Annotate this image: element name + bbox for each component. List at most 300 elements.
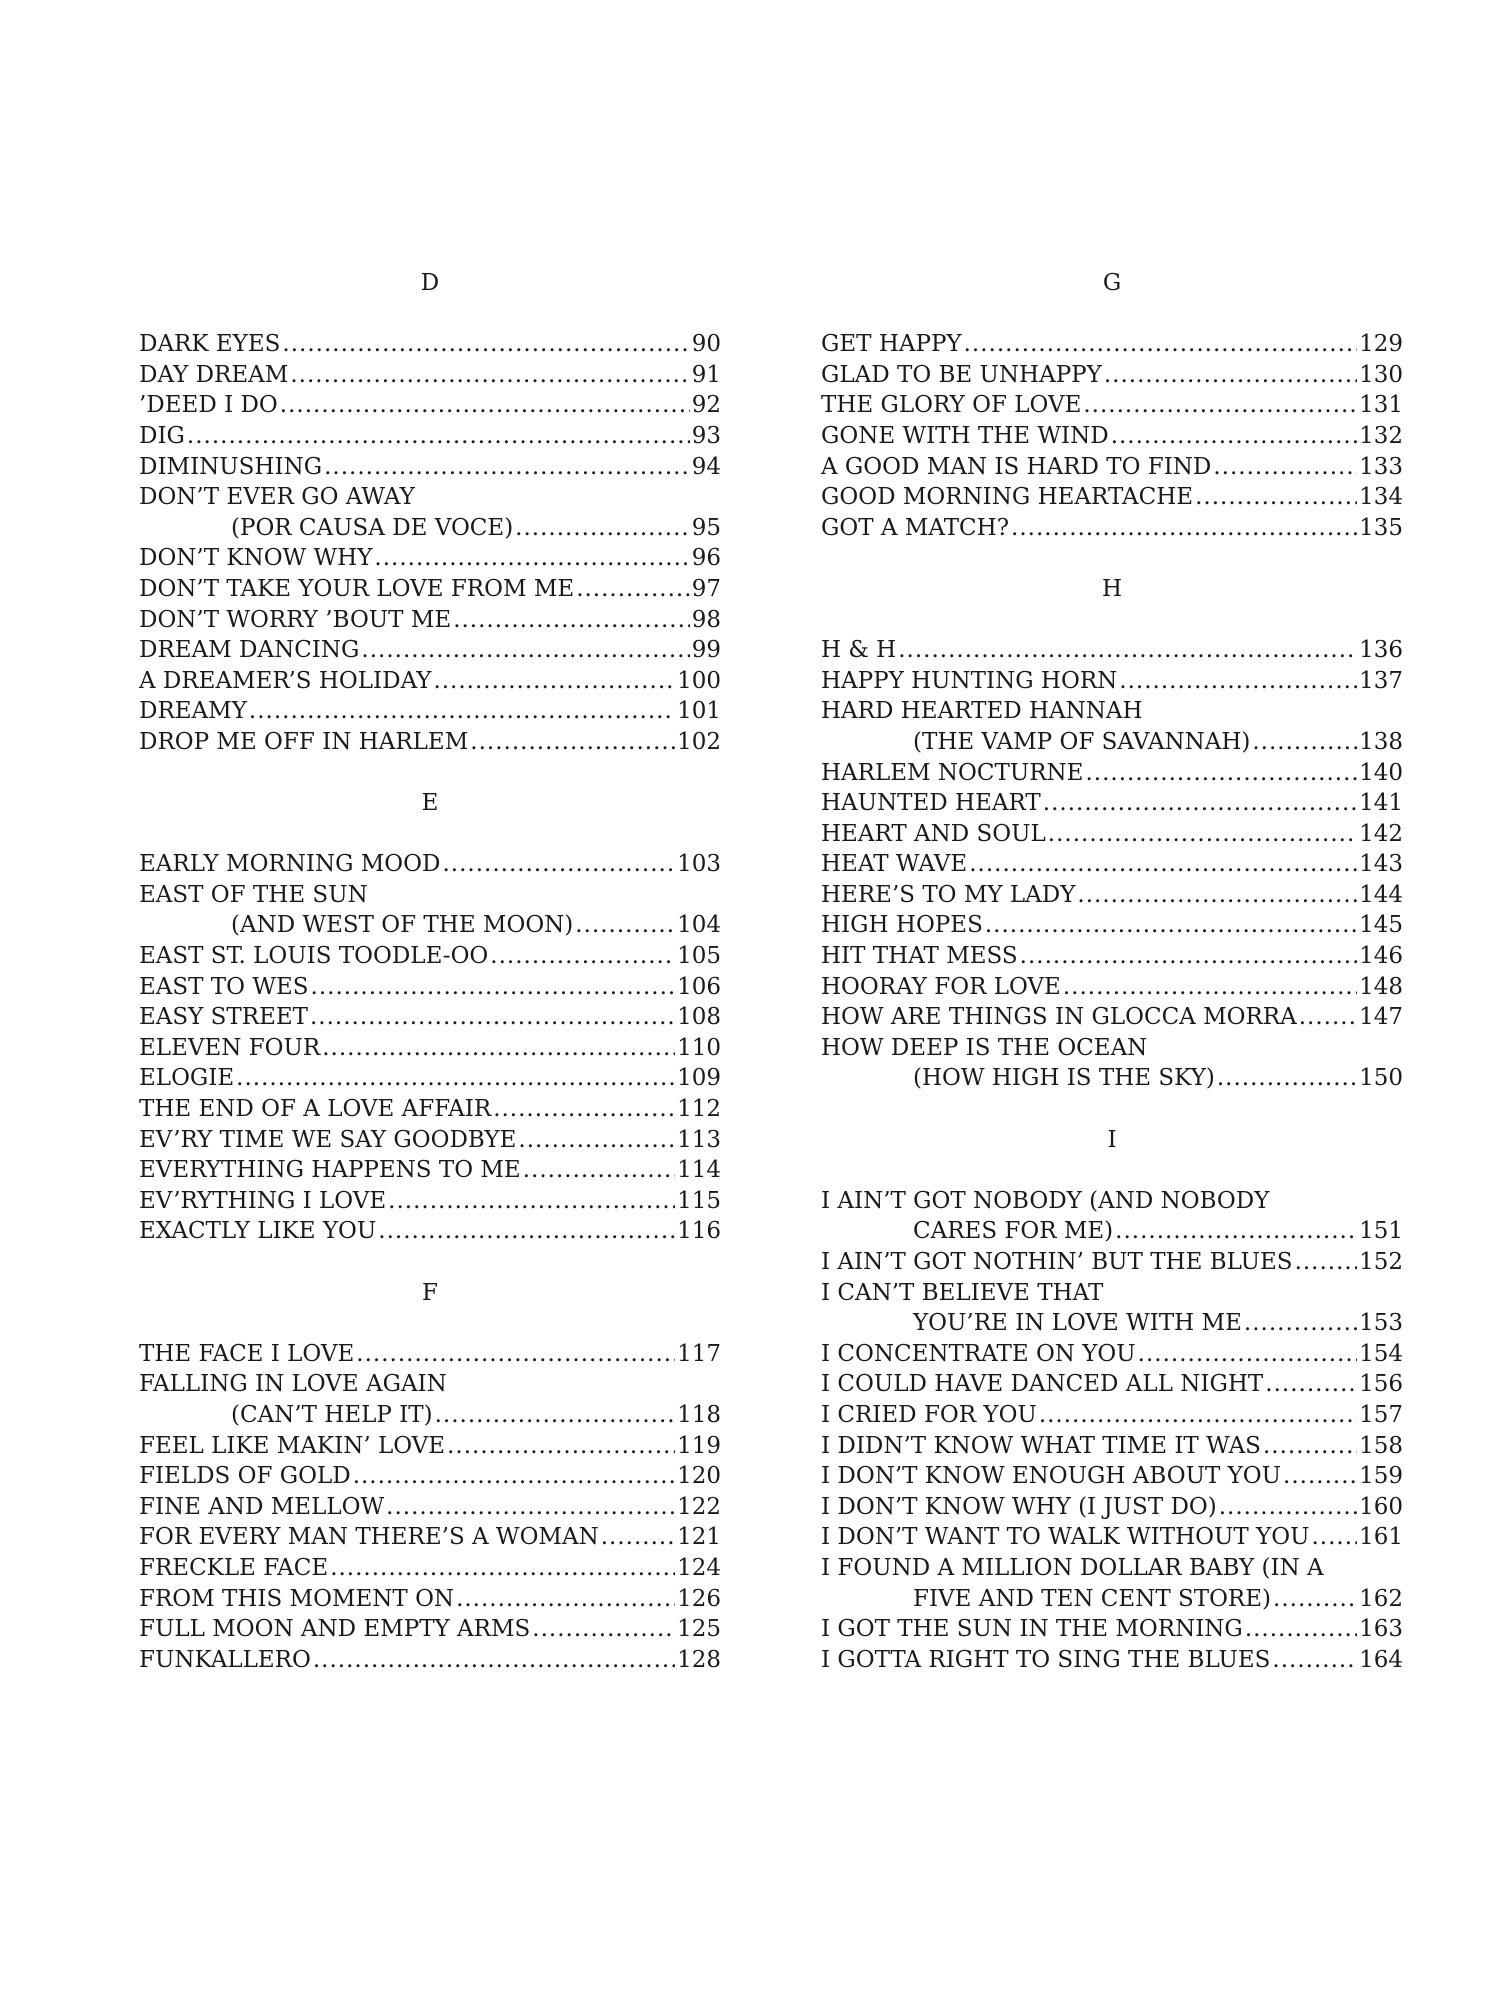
dot-leader — [470, 727, 675, 758]
page-number: 110 — [677, 1034, 721, 1061]
index-entry — [821, 1002, 1403, 1033]
entry-line — [139, 849, 721, 880]
page-number: 99 — [691, 637, 721, 664]
song-title: GONE WITH THE WIND — [821, 422, 1109, 449]
song-title: HEAT WAVE — [821, 851, 968, 878]
dot-leader — [1217, 1063, 1357, 1094]
page-number: 144 — [1359, 881, 1403, 908]
dot-leader — [1104, 360, 1357, 391]
entry-line — [821, 1339, 1403, 1370]
index-entry — [139, 1216, 721, 1247]
dot-leader — [187, 421, 690, 452]
entry-line — [821, 727, 1403, 758]
entry-line — [821, 1186, 1403, 1217]
dot-leader — [324, 452, 690, 483]
page-number: 142 — [1359, 820, 1403, 847]
dot-leader — [898, 635, 1357, 666]
page-number: 92 — [691, 392, 721, 419]
dot-leader — [523, 1155, 675, 1186]
song-title: FIVE AND TEN CENT STORE) — [913, 1585, 1272, 1612]
section-letter-heading: D — [420, 270, 440, 296]
page-number: 117 — [677, 1340, 721, 1367]
index-entry — [821, 1247, 1403, 1278]
song-title: I CAN’T BELIEVE THAT — [821, 1279, 1104, 1306]
song-title: FEEL LIKE MAKIN’ LOVE — [139, 1432, 446, 1459]
dot-leader — [453, 605, 690, 636]
page-number: 156 — [1359, 1371, 1403, 1398]
entry-line — [139, 666, 721, 697]
song-title: FRECKLE FACE — [139, 1554, 329, 1581]
page-number: 146 — [1359, 943, 1403, 970]
dot-leader — [964, 329, 1357, 360]
index-entry — [821, 758, 1403, 789]
index-entry — [139, 1063, 721, 1094]
index-entry — [821, 1186, 1403, 1247]
dot-leader — [386, 1492, 675, 1523]
page-number: 133 — [1359, 453, 1403, 480]
page-number: 112 — [677, 1096, 721, 1123]
entry-line — [139, 1431, 721, 1462]
page-number: 103 — [677, 851, 721, 878]
dot-leader — [1119, 666, 1357, 697]
song-title: HEART AND SOUL — [821, 820, 1046, 847]
song-title: FULL MOON AND EMPTY ARMS — [139, 1616, 531, 1643]
page-number: 148 — [1359, 973, 1403, 1000]
page-number: 128 — [677, 1646, 721, 1673]
song-title: DON’T TAKE YOUR LOVE FROM ME — [139, 575, 575, 602]
index-entry — [821, 1522, 1403, 1553]
page-number: 131 — [1359, 392, 1403, 419]
song-title: HERE’S TO MY LADY — [821, 881, 1076, 908]
entry-line — [821, 849, 1403, 880]
entry-line — [139, 1645, 721, 1676]
dot-leader — [311, 972, 676, 1003]
entry-line — [139, 941, 721, 972]
index-entry — [821, 696, 1403, 757]
song-title: I CONCENTRATE ON YOU — [821, 1340, 1136, 1367]
song-title: I DON’T WANT TO WALK WITHOUT YOU — [821, 1524, 1310, 1551]
dot-leader — [1213, 452, 1357, 483]
entry-line — [821, 1216, 1403, 1247]
dot-leader — [1115, 1216, 1357, 1247]
entry-line — [821, 1400, 1403, 1431]
index-column-right — [821, 268, 1403, 1706]
section-letter-heading: E — [421, 790, 439, 817]
dot-leader — [1273, 1584, 1357, 1615]
index-section — [139, 1278, 721, 1676]
index-entry — [821, 819, 1403, 850]
index-entry — [139, 1002, 721, 1033]
page-number: 121 — [677, 1524, 721, 1551]
index-entry — [139, 1461, 721, 1492]
index-entry — [139, 880, 721, 941]
song-title: I AIN’T GOT NOBODY (AND NOBODY — [821, 1187, 1270, 1214]
section-letter-heading: G — [1102, 270, 1122, 296]
index-entry — [139, 605, 721, 636]
song-title: YOU’RE IN LOVE WITH ME — [913, 1310, 1242, 1337]
page-number: 90 — [691, 331, 721, 358]
entry-line — [139, 727, 721, 758]
dot-leader — [1039, 1400, 1357, 1431]
song-title: EARLY MORNING MOOD — [139, 851, 441, 878]
entry-line — [821, 910, 1403, 941]
dot-leader — [1011, 513, 1357, 544]
song-title: DREAM DANCING — [139, 637, 360, 664]
entry-line — [821, 390, 1403, 421]
index-entry — [821, 1461, 1403, 1492]
song-title: I COULD HAVE DANCED ALL NIGHT — [821, 1371, 1264, 1398]
dot-leader — [576, 574, 690, 605]
entry-line — [139, 1492, 721, 1523]
index-entry — [821, 390, 1403, 421]
dot-leader — [290, 360, 689, 391]
index-entry — [139, 1584, 721, 1615]
song-title: DARK EYES — [139, 331, 281, 358]
entry-line — [821, 666, 1403, 697]
song-title: (POR CAUSA DE VOCE) — [231, 514, 514, 541]
dot-leader — [1083, 390, 1357, 421]
entry-line — [139, 329, 721, 360]
song-title: HOW DEEP IS THE OCEAN — [821, 1034, 1148, 1061]
entry-line — [821, 1522, 1403, 1553]
page-number: 135 — [1359, 514, 1403, 541]
entry-line — [139, 1033, 721, 1064]
dot-leader — [532, 1614, 675, 1645]
entry-line — [139, 1002, 721, 1033]
index-section — [821, 268, 1403, 543]
page-number: 105 — [677, 943, 721, 970]
entry-line — [821, 1308, 1403, 1339]
page-number: 95 — [691, 514, 721, 541]
page-number: 157 — [1359, 1401, 1403, 1428]
entry-line — [821, 819, 1403, 850]
dot-leader — [1048, 819, 1357, 850]
entry-line — [139, 574, 721, 605]
page-number: 100 — [677, 667, 721, 694]
index-entry — [139, 452, 721, 483]
song-title: I DON’T KNOW ENOUGH ABOUT YOU — [821, 1463, 1282, 1490]
index-entry — [821, 941, 1403, 972]
song-title: (HOW HIGH IS THE SKY) — [913, 1065, 1215, 1092]
dot-leader — [1111, 421, 1357, 452]
song-title: EAST TO WES — [139, 973, 309, 1000]
song-title: HARD HEARTED HANNAH — [821, 698, 1143, 725]
entry-line — [139, 635, 721, 666]
entry-line — [139, 360, 721, 391]
song-title: GOOD MORNING HEARTACHE — [821, 484, 1194, 511]
song-title: THE FACE I LOVE — [139, 1340, 355, 1367]
index-entry — [821, 972, 1403, 1003]
song-title: HIGH HOPES — [821, 912, 983, 939]
index-entry — [821, 1645, 1403, 1676]
entry-line — [139, 1155, 721, 1186]
song-title: I CRIED FOR YOU — [821, 1401, 1037, 1428]
song-title: HOW ARE THINGS IN GLOCCA MORRA — [821, 1004, 1297, 1031]
dot-leader — [515, 513, 690, 544]
song-title: FINE AND MELLOW — [139, 1493, 385, 1520]
dot-leader — [493, 1094, 675, 1125]
page-number: 120 — [677, 1463, 721, 1490]
dot-leader — [330, 1553, 675, 1584]
index-entry — [139, 1094, 721, 1125]
index-entry — [821, 910, 1403, 941]
song-title: A DREAMER’S HOLIDAY — [139, 667, 432, 694]
entry-line — [139, 1400, 721, 1431]
page-number: 97 — [691, 575, 721, 602]
page-number: 163 — [1359, 1616, 1403, 1643]
entry-line — [139, 482, 721, 513]
page-number: 114 — [677, 1157, 721, 1184]
index-section — [139, 268, 721, 758]
song-title: EVERYTHING HAPPENS TO ME — [139, 1157, 521, 1184]
index-entry — [821, 360, 1403, 391]
index-entry — [139, 1553, 721, 1584]
page-number: 140 — [1359, 759, 1403, 786]
entry-line — [139, 513, 721, 544]
index-entry — [821, 788, 1403, 819]
index-entry — [139, 1186, 721, 1217]
page-number: 125 — [677, 1616, 721, 1643]
index-entry — [821, 421, 1403, 452]
page-number: 130 — [1359, 361, 1403, 388]
song-title: EXACTLY LIKE YOU — [139, 1218, 377, 1245]
song-title: (CAN’T HELP IT) — [231, 1401, 433, 1428]
entry-line — [821, 1063, 1403, 1094]
song-title: I GOTTA RIGHT TO SING THE BLUES — [821, 1646, 1271, 1673]
entry-line — [821, 1614, 1403, 1645]
song-title: (THE VAMP OF SAVANNAH) — [913, 728, 1251, 755]
page-number: 116 — [677, 1218, 721, 1245]
entry-line — [821, 1461, 1403, 1492]
song-title: ELOGIE — [139, 1065, 235, 1092]
section-letter-heading: H — [1101, 575, 1123, 602]
entry-line — [821, 788, 1403, 819]
dot-leader — [433, 666, 675, 697]
page-number: 91 — [691, 361, 721, 388]
dot-leader — [1263, 1431, 1357, 1462]
dot-leader — [353, 1461, 675, 1492]
index-entry — [139, 696, 721, 727]
index-entry — [821, 329, 1403, 360]
page-number: 104 — [677, 912, 721, 939]
page-number: 118 — [677, 1401, 721, 1428]
dot-leader — [442, 849, 675, 880]
dot-leader — [1244, 1308, 1357, 1339]
index-entry — [139, 1492, 721, 1523]
dot-leader — [490, 941, 675, 972]
page-number: 160 — [1359, 1493, 1403, 1520]
dot-leader — [1063, 972, 1357, 1003]
dot-leader — [280, 390, 690, 421]
index-entry — [821, 482, 1403, 513]
entry-line — [139, 605, 721, 636]
song-title: FIELDS OF GOLD — [139, 1463, 351, 1490]
page-number: 113 — [677, 1126, 721, 1153]
entry-line — [821, 1002, 1403, 1033]
song-title: I GOT THE SUN IN THE MORNING — [821, 1616, 1243, 1643]
song-title: CARES FOR ME) — [913, 1218, 1114, 1245]
dot-leader — [361, 635, 689, 666]
dot-leader — [1077, 880, 1357, 911]
index-entry — [139, 1125, 721, 1156]
entry-line — [821, 1492, 1403, 1523]
dot-leader — [575, 910, 675, 941]
index-entry — [821, 1033, 1403, 1094]
index-entry — [821, 1492, 1403, 1523]
dot-leader — [374, 543, 689, 574]
index-entry — [139, 1033, 721, 1064]
index-entry — [821, 1553, 1403, 1614]
dot-leader — [282, 329, 689, 360]
entry-line — [139, 972, 721, 1003]
index-entry — [821, 666, 1403, 697]
dot-leader — [1085, 758, 1357, 789]
page-number: 161 — [1359, 1524, 1403, 1551]
entry-line — [821, 452, 1403, 483]
entry-line — [821, 482, 1403, 513]
page-number: 109 — [677, 1065, 721, 1092]
entry-line — [139, 1369, 721, 1400]
entry-line — [139, 880, 721, 911]
dot-leader — [1272, 1645, 1357, 1676]
page-number: 145 — [1359, 912, 1403, 939]
entry-line — [821, 758, 1403, 789]
song-title: THE GLORY OF LOVE — [821, 392, 1082, 419]
entry-line — [821, 329, 1403, 360]
page-number: 154 — [1359, 1340, 1403, 1367]
song-title: HIT THAT MESS — [821, 943, 1018, 970]
index-entry — [821, 1431, 1403, 1462]
index-entry — [139, 1614, 721, 1645]
page-number: 159 — [1359, 1463, 1403, 1490]
index-column-left — [139, 268, 721, 1706]
page-number: 151 — [1359, 1218, 1403, 1245]
dot-leader — [985, 910, 1357, 941]
dot-leader — [1283, 1461, 1357, 1492]
entry-line — [821, 1033, 1403, 1064]
page-number: 150 — [1359, 1065, 1403, 1092]
entry-line — [821, 972, 1403, 1003]
index-entry — [139, 360, 721, 391]
index-entry — [139, 390, 721, 421]
entry-line — [139, 390, 721, 421]
index-entry — [821, 452, 1403, 483]
entry-line — [139, 1614, 721, 1645]
song-title: GET HAPPY — [821, 331, 962, 358]
song-title: DREAMY — [139, 698, 247, 725]
song-title: FUNKALLERO — [139, 1646, 311, 1673]
page-number: 106 — [677, 973, 721, 1000]
entry-line — [821, 513, 1403, 544]
index-entry — [139, 574, 721, 605]
page-number: 153 — [1359, 1310, 1403, 1337]
dot-leader — [518, 1125, 675, 1156]
entry-line — [139, 452, 721, 483]
page-number: 137 — [1359, 667, 1403, 694]
song-title: EV’RYTHING I LOVE — [139, 1187, 387, 1214]
page-number: 162 — [1359, 1585, 1403, 1612]
page-number: 122 — [677, 1493, 721, 1520]
song-title: FALLING IN LOVE AGAIN — [139, 1371, 447, 1398]
song-title: HAUNTED HEART — [821, 790, 1041, 817]
song-title: FROM THIS MOMENT ON — [139, 1585, 455, 1612]
entry-line — [139, 1063, 721, 1094]
dot-leader — [1043, 788, 1357, 819]
entry-line — [821, 1553, 1403, 1584]
dot-leader — [1138, 1339, 1357, 1370]
index-entry — [821, 635, 1403, 666]
entry-line — [821, 1431, 1403, 1462]
dot-leader — [1245, 1614, 1357, 1645]
entry-line — [139, 1339, 721, 1370]
song-title: DAY DREAM — [139, 361, 289, 388]
index-entry — [821, 849, 1403, 880]
dot-leader — [1265, 1369, 1357, 1400]
index-entry — [139, 1645, 721, 1676]
page-number: 102 — [677, 728, 721, 755]
song-title: I AIN’T GOT NOTHIN’ BUT THE BLUES — [821, 1249, 1293, 1275]
entry-line — [821, 360, 1403, 391]
song-title: I DON’T KNOW WHY (I JUST DO) — [821, 1493, 1217, 1520]
index-section — [821, 1125, 1403, 1676]
entry-line — [821, 880, 1403, 911]
page-number: 143 — [1359, 851, 1403, 878]
index-entry — [139, 1339, 721, 1370]
song-title: FOR EVERY MAN THERE’S A WOMAN — [139, 1524, 599, 1551]
index-entry — [139, 421, 721, 452]
entry-line — [821, 1278, 1403, 1309]
dot-leader — [447, 1431, 675, 1462]
page-number: 126 — [677, 1585, 721, 1612]
entry-line — [821, 1584, 1403, 1615]
page-number: 132 — [1359, 422, 1403, 449]
song-title: ELEVEN FOUR — [139, 1034, 321, 1061]
page-number: 158 — [1359, 1432, 1403, 1459]
dot-leader — [1311, 1522, 1357, 1553]
entry-line — [139, 1584, 721, 1615]
entry-line — [139, 1125, 721, 1156]
dot-leader — [249, 696, 675, 727]
index-entry — [139, 666, 721, 697]
index-entry — [139, 543, 721, 574]
song-title: EASY STREET — [139, 1004, 308, 1031]
page-number: 96 — [691, 545, 721, 572]
entry-line — [821, 1645, 1403, 1676]
index-entry — [139, 329, 721, 360]
dot-leader — [310, 1002, 675, 1033]
dot-leader — [356, 1339, 675, 1370]
page-number: 164 — [1359, 1646, 1403, 1673]
song-title: I DIDN’T KNOW WHAT TIME IT WAS — [821, 1432, 1261, 1459]
entry-line — [821, 941, 1403, 972]
page-number: 147 — [1359, 1004, 1403, 1031]
page-number: 134 — [1359, 484, 1403, 511]
index-entry — [139, 1431, 721, 1462]
page-number: 115 — [677, 1187, 721, 1214]
index-entry — [139, 482, 721, 543]
song-title: HOORAY FOR LOVE — [821, 973, 1061, 1000]
entry-line — [821, 696, 1403, 727]
dot-leader — [1252, 727, 1357, 758]
song-title: EV’RY TIME WE SAY GOODBYE — [139, 1126, 517, 1153]
section-letter-heading: I — [1107, 1126, 1117, 1153]
page-number: 94 — [691, 453, 721, 480]
song-title: DON’T WORRY ’BOUT ME — [139, 606, 452, 633]
dot-leader — [601, 1522, 675, 1553]
index-entry — [139, 849, 721, 880]
song-title: EAST ST. LOUIS TOODLE-OO — [139, 943, 489, 970]
dot-leader — [456, 1584, 675, 1615]
